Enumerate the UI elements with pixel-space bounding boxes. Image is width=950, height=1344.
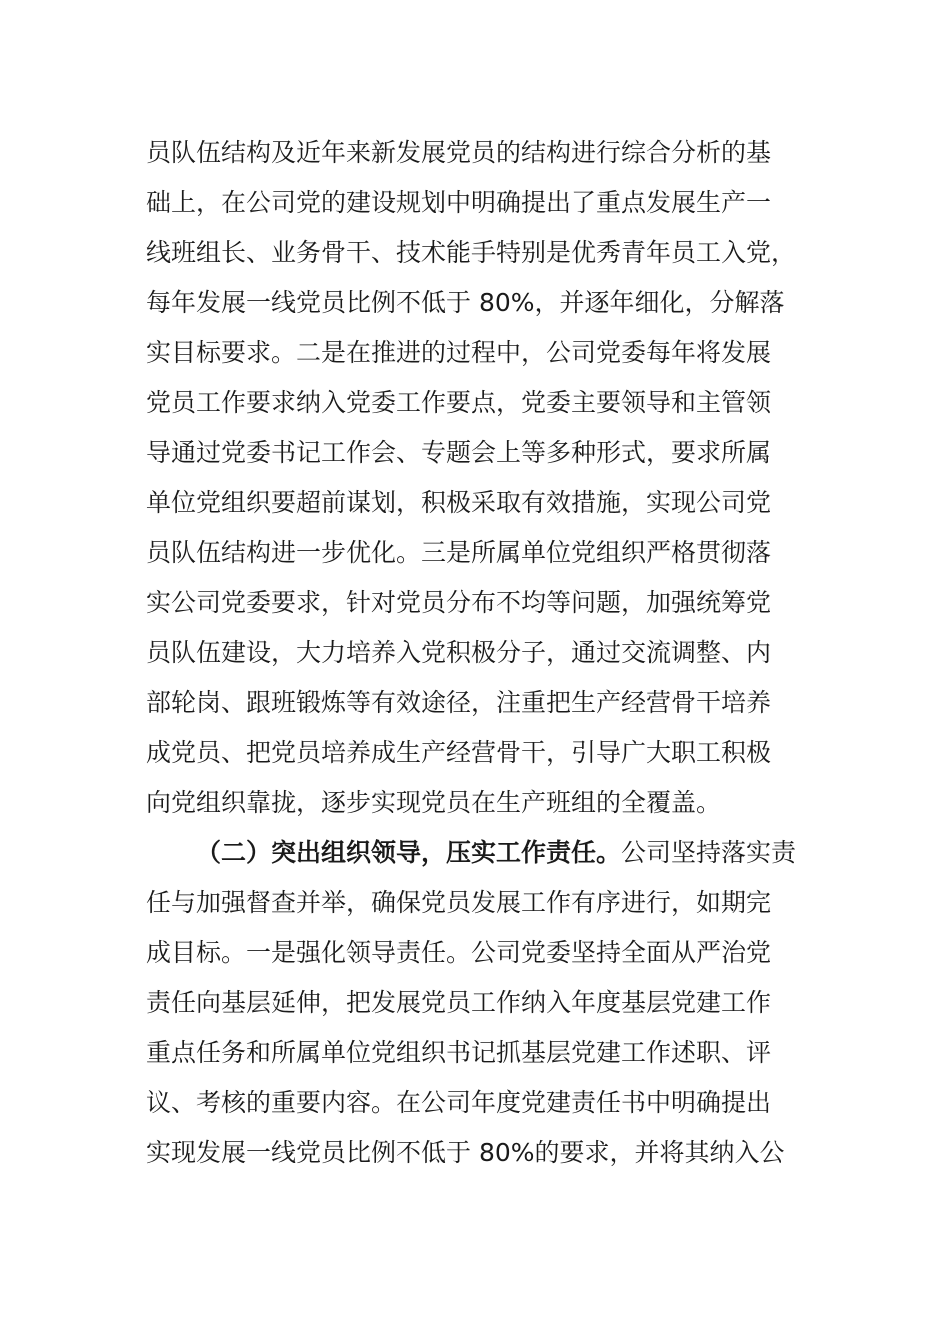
text-line: 成目标。一是强化领导责任。公司党委坚持全面从严治党 bbox=[146, 938, 772, 967]
text-line: 导通过党委书记工作会、专题会上等多种形式，要求所属 bbox=[146, 438, 772, 467]
text-line: 单位党组织要超前谋划，积极采取有效措施，实现公司党 bbox=[146, 488, 772, 517]
text-line: 员队伍结构及近年来新发展党员的结构进行综合分析的基 bbox=[146, 138, 772, 167]
text-line: 责任向基层延伸，把发展党员工作纳入年度基层党建工作 bbox=[146, 988, 772, 1017]
paragraph-2 bbox=[146, 828, 806, 1178]
text-line: 实现发展一线党员比例不低于 80%的要求，并将其纳入公 bbox=[146, 1138, 785, 1167]
text-line: 成党员、把党员培养成生产经营骨干，引导广大职工积极 bbox=[146, 738, 772, 767]
text-line: 向党组织靠拢，逐步实现党员在生产班组的全覆盖。 bbox=[146, 788, 722, 817]
text-run: 公司坚持落实责 bbox=[621, 838, 797, 867]
text-line: 任与加强督查并举，确保党员发展工作有序进行，如期完 bbox=[146, 888, 772, 917]
section-heading: （二）突出组织领导，压实工作责任。 bbox=[196, 838, 622, 867]
text-line: 每年发展一线党员比例不低于 80%，并逐年细化，分解落 bbox=[146, 288, 785, 317]
text-line: 部轮岗、跟班锻炼等有效途径，注重把生产经营骨干培养 bbox=[146, 688, 772, 717]
text-line: 重点任务和所属单位党组织书记抓基层党建工作述职、评 bbox=[146, 1038, 772, 1067]
paragraph-1 bbox=[146, 128, 806, 828]
text-line: 员队伍结构进一步优化。三是所属单位党组织严格贯彻落 bbox=[146, 538, 772, 567]
text-line: 党员工作要求纳入党委工作要点，党委主要领导和主管领 bbox=[146, 388, 772, 417]
text-line: 员队伍建设，大力培养入党积极分子，通过交流调整、内 bbox=[146, 638, 772, 667]
document-body bbox=[146, 128, 806, 1178]
text-line: 实目标要求。二是在推进的过程中，公司党委每年将发展 bbox=[146, 338, 772, 367]
text-line: 实公司党委要求，针对党员分布不均等问题，加强统筹党 bbox=[146, 588, 772, 617]
text-line: 议、考核的重要内容。在公司年度党建责任书中明确提出 bbox=[146, 1088, 772, 1117]
text-line: 础上，在公司党的建设规划中明确提出了重点发展生产一 bbox=[146, 188, 772, 217]
text-line-first bbox=[146, 828, 806, 878]
text-line: 线班组长、业务骨干、技术能手特别是优秀青年员工入党， bbox=[146, 238, 797, 267]
